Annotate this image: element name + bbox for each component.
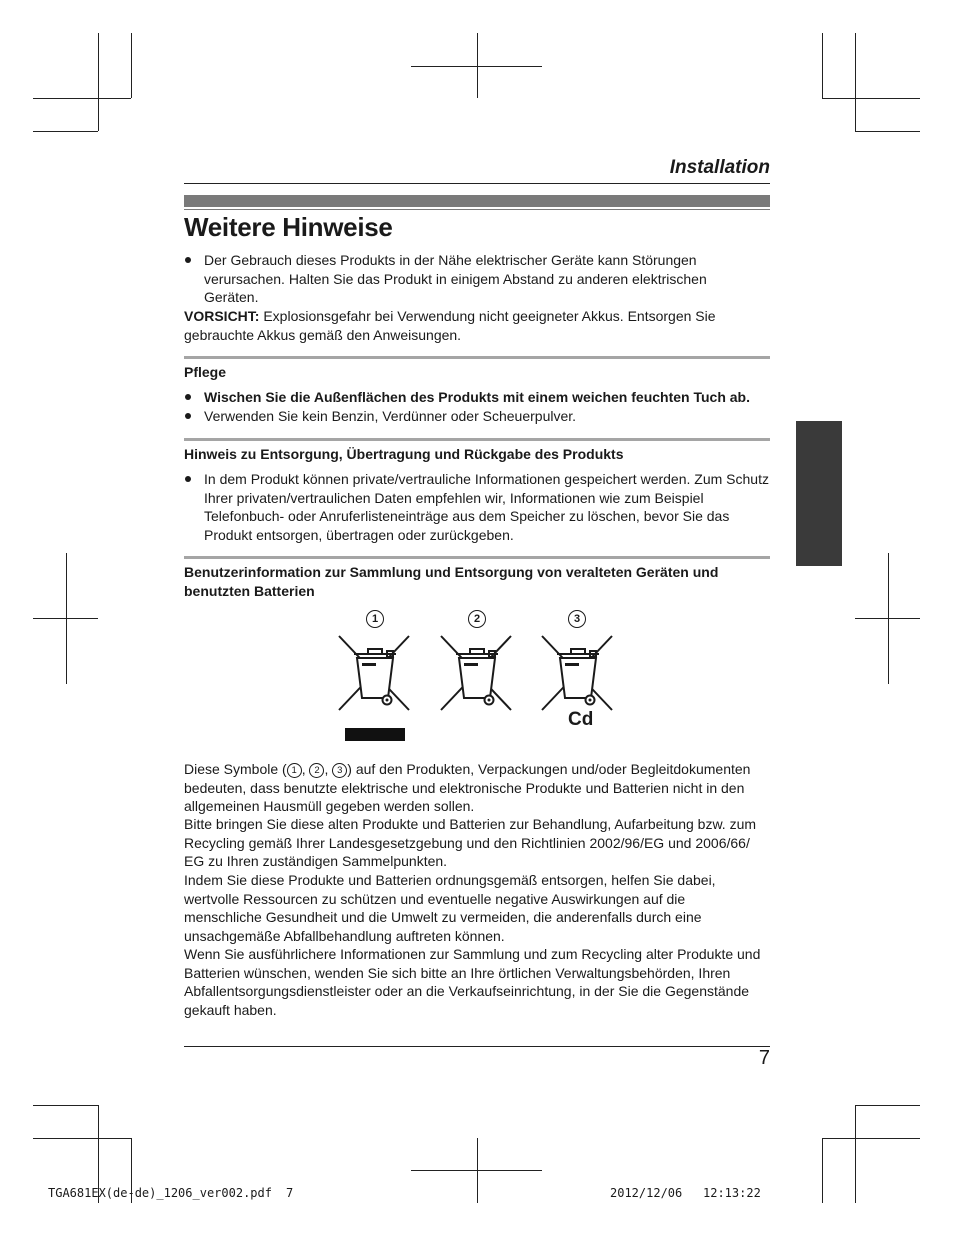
- crop-mark: [855, 618, 920, 619]
- crop-mark: [98, 33, 99, 131]
- crop-mark: [131, 33, 132, 98]
- crop-mark: [855, 1105, 856, 1203]
- crop-mark: [33, 1105, 98, 1106]
- paragraph-text: Diese Symbole (: [184, 761, 287, 777]
- weee-heading: Benutzerinformation zur Sammlung und Entsorgung von veralteten Geräten und benutzten Batterien: [184, 564, 719, 599]
- paragraph-text: ) auf den Produkten, Verpackungen und/oder Begleitdokumenten bedeuten, dass benutzte elektrische und elektronische Produkte und Batterien nicht in den allgemeinen Hausmüll gegeben werden sollen.: [184, 761, 751, 815]
- crop-mark: [477, 1138, 478, 1203]
- inline-symbol-3: 3: [332, 763, 347, 778]
- file-time: 12:13:22: [703, 1186, 761, 1200]
- crop-mark: [855, 1105, 920, 1106]
- section-divider: [184, 556, 770, 559]
- bullet-icon: [185, 413, 191, 419]
- list-item-text: Wischen Sie die Außenflächen des Produkts mit einem weichen feuchten Tuch ab.: [204, 389, 750, 405]
- crossed-bin-icon: [437, 632, 517, 712]
- caution-label: VORSICHT:: [184, 308, 260, 324]
- crop-mark: [822, 1138, 823, 1203]
- list-item: [184, 388, 770, 407]
- page-number: 7: [758, 1047, 770, 1069]
- crop-mark: [33, 618, 98, 619]
- weee-paragraph-2: Bitte bringen Sie diese alten Produkte und Batterien zur Behandlung, Aufarbeitung bzw. zum Recycling gemäß Ihrer Landesgesetzgebung und den Richtlinien 2002/96/EG und 2006/66/ EG zu Ihren zuständigen Sammelpunkten.: [184, 816, 757, 870]
- crossed-bin-icon: [335, 632, 415, 712]
- section-divider: [184, 438, 770, 441]
- file-date: 2012/12/06: [610, 1186, 683, 1200]
- crop-mark: [33, 98, 131, 99]
- weee-paragraph-4: Wenn Sie ausführlichere Informationen zur Sammlung und zum Recycling alter Produkte und Batterien wünschen, wenden Sie sich bitte an Ihre örtlichen Verwaltungsbehörden, Ihren Abfallentsorgungsdienstleister oder an die Verkaufseinrichtung, in der Sie die Gegenstände gekauft haben.: [184, 946, 761, 1018]
- crop-mark: [33, 1138, 131, 1139]
- caution-note: [184, 307, 744, 344]
- list-item-text: Verwenden Sie kein Benzin, Verdünner oder Scheuerpulver.: [204, 408, 577, 424]
- list-item-text: In dem Produkt können private/vertrauliche Informationen gespeichert werden. Zum Schutz Ihrer privaten/vertraulichen Daten empfehlen wir, Informationen wie zum Beispiel Telefonbuch- oder Anruferlisteneinträge aus dem Speicher zu löschen, bevor Sie das Produkt entsorgen, übertragen oder zurückgeben.: [204, 471, 769, 543]
- list-item: [184, 407, 770, 426]
- list-item: [184, 470, 770, 544]
- crop-mark: [822, 1138, 920, 1139]
- list-item-text: Der Gebrauch dieses Produkts in der Nähe elektrischer Geräte kann Störungen verursachen. Halten Sie das Produkt in einigem Abstand zu anderen elektrischen Geräten.: [204, 252, 707, 306]
- crop-mark: [477, 33, 478, 98]
- weee-paragraph-3: Indem Sie diese Produkte und Batterien ordnungsgemäß entsorgen, helfen Sie dabei, wertvolle Ressourcen zu schützen und eventuelle negative Auswirkungen auf die menschliche Gesundheit und die Umwelt zu vermeiden, die anderenfalls durch eine unsachgemäße Abfallbehandlung auftreten können.: [184, 872, 716, 944]
- bullet-icon: [185, 257, 191, 263]
- bullet-icon: [185, 394, 191, 400]
- header-rule: [184, 183, 770, 184]
- care-heading: Pflege: [184, 364, 227, 380]
- section-divider: [184, 356, 770, 359]
- chapter-tab: [796, 421, 842, 566]
- file-name: TGA681EX(de-de)_1206_ver002.pdf: [48, 1186, 272, 1200]
- crossed-bin-icon: [538, 632, 618, 712]
- section-title: Installation: [669, 157, 770, 178]
- symbol-number-2: 2: [468, 610, 486, 628]
- caution-text: Explosionsgefahr bei Verwendung nicht geeigneter Akkus. Entsorgen Sie gebrauchte Akkus gemäß den Anweisungen.: [184, 308, 716, 343]
- page-title: Weitere Hinweise: [184, 212, 393, 242]
- crop-mark: [33, 131, 98, 132]
- symbol-number-1: 1: [366, 610, 384, 628]
- inline-symbol-2: 2: [309, 763, 324, 778]
- disposal-heading: Hinweis zu Entsorgung, Übertragung und Rückgabe des Produkts: [184, 446, 624, 462]
- cadmium-label: Cd: [568, 709, 594, 730]
- crop-mark: [822, 33, 823, 98]
- file-page: 7: [286, 1186, 294, 1200]
- inline-symbol-1: 1: [287, 763, 302, 778]
- footer-rule: [184, 1046, 770, 1047]
- list-item: [184, 251, 770, 307]
- crop-mark: [855, 33, 856, 131]
- symbol-number-3: 3: [568, 610, 586, 628]
- weee-paragraph-1: Diese Symbole ( 1 , 2 , 3 ) auf den Produkten, Verpackungen und/oder Begleitdokumenten bedeuten, dass benutzte elektrische und elektronische Produkte und Batterien nicht in den allgemeinen Hausmüll gegeben werden sollen.: [184, 761, 751, 815]
- crop-mark: [855, 131, 920, 132]
- bullet-icon: [185, 476, 191, 482]
- title-band-line: [184, 209, 770, 210]
- crop-mark: [822, 98, 920, 99]
- title-band: [184, 195, 770, 207]
- black-bar-icon: [345, 728, 405, 741]
